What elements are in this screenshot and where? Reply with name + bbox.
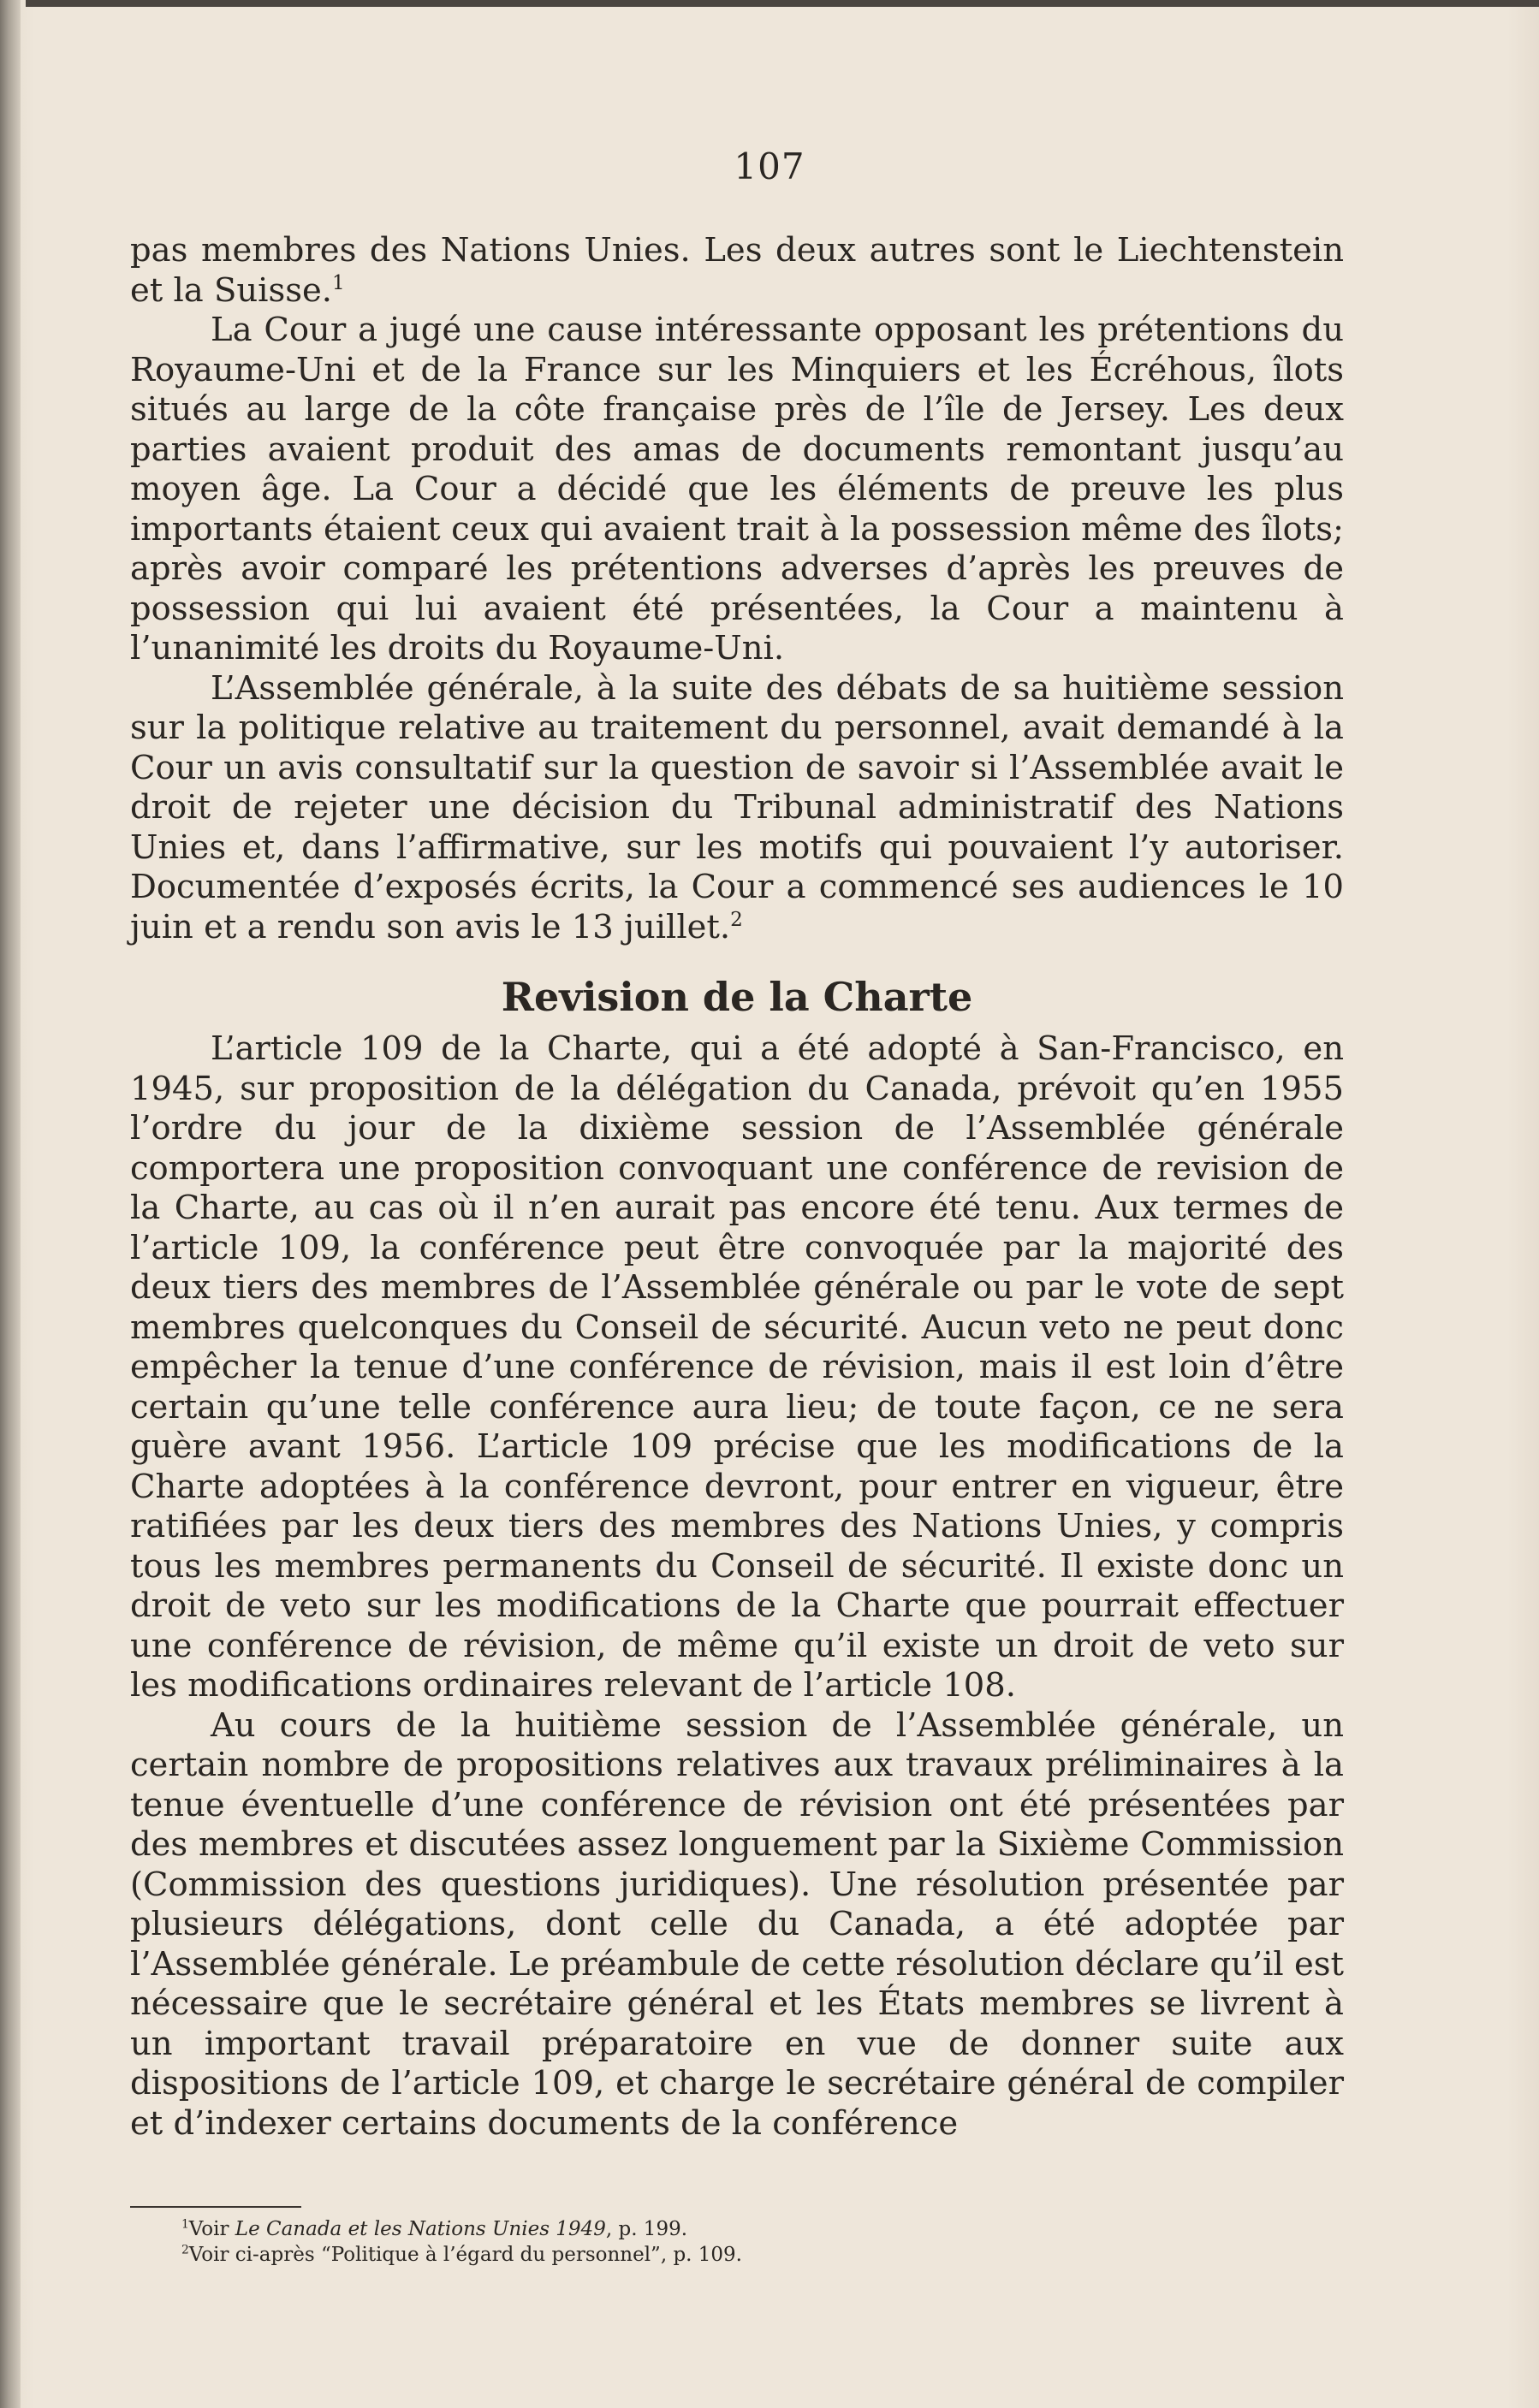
paragraph-2: La Cour a jugé une cause intéressante opposant les prétentions du Royaume-Uni et de la France sur les Minquiers et les Écréhous, îlots situés au large de la côte française près de l’île de Jersey. Les deux parties avaient produit des amas de documents remontant jusqu’au moyen âge. La Cour a décidé que les éléments de preuve les plus importants étaient ceux qui avaient trait à la possession même des îlots; après avoir comparé les prétentions adverses d’après les preuves de possession qui lui avaient été présentées, la Cour a maintenu à l’unanimité les droits du Royaume-Uni. — [130, 311, 1344, 667]
top-rule — [26, 0, 1539, 7]
paragraph-4: L’article 109 de la Charte, qui a été adopté à San-Francisco, en 1945, sur proposition de la délégation du Canada, prévoit qu’en 1955 l’ordre du jour de la dixième session de l’Assemblée générale comportera une proposition convoquant une conférence de revision de la Charte, au cas où il n’en aurait pas encore été tenu. Aux termes de l’article 109, la conférence peut être convoquée par la majorité des deux tiers des membres de l’Assemblée générale ou par le vote de sept membres quelconques du Conseil de sécurité. Aucun veto ne peut donc empêcher la tenue d’une conférence de révision, mais il est loin d’être certain qu’une telle conférence aura lieu; de toute façon, ce ne sera guère avant 1956. L’article 109 précise que les modifications de la Charte adoptées à la conférence devront, pour entrer en vigueur, être ratifiées par les deux tiers des membres des Nations Unies, y compris tous les membres permanents du Conseil de sécurité. Il existe donc un droit de veto sur les modifications de la Charte que pourrait effectuer une conférence de révision, de même qu’il existe un droit de veto sur les modifications ordinaires relevant de l’article 108. — [130, 1029, 1344, 1705]
paragraph-1: pas membres des Nations Unies. Les deux autres sont le Liechtenstein et la Suisse.$^1$ — [130, 231, 1344, 310]
footnote-1: $^1$Voir Le Canada et les Nations Unies 1949, p. 199. — [181, 2217, 688, 2240]
footnote-ref-1: 1 — [332, 271, 345, 294]
binding-edge — [0, 0, 21, 2408]
footnotes — [181, 2216, 742, 2268]
section-title: Revision de la Charte — [501, 974, 973, 1020]
footnote-2: $^2$Voir ci-après “Politique à l’égard du personnel”, p. 109. — [181, 2243, 742, 2266]
footnote-divider — [130, 2206, 301, 2208]
body-text — [130, 231, 1344, 2144]
footnote-ref-2: 2 — [730, 908, 743, 931]
paragraph-5: Au cours de la huitième session de l’Assemblée générale, un certain nombre de propositions relatives aux travaux préliminaires à la tenue éventuelle d’une conférence de révision ont été présentées par des membres et discutées assez longuement par la Sixième Commission (Commission des questions juridiques). Une résolution présentée par plusieurs délégations, dont celle du Canada, a été adoptée par l’Assemblée générale. Le préambule de cette résolution déclare qu’il est nécessaire que le secrétaire général et les États membres se livrent à un important travail préparatoire en vue de donner suite aux dispositions de l’article 109, et charge le secrétaire général de compiler et d’indexer certains documents de la conférence — [130, 1705, 1344, 2143]
paragraph-3: L’Assemblée générale, à la suite des débats de sa huitième session sur la politique relative au traitement du personnel, avait demandé à la Cour un avis consultatif sur la question de savoir si l’Assemblée avait le droit de rejeter une décision du Tribunal administratif des Nations Unies et, dans l’affirmative, sur les motifs qui pouvaient l’y autoriser. Documentée d’exposés écrits, la Cour a commencé ses audiences le 10 juin et a rendu son avis le 13 juillet.$^2$ — [130, 668, 1344, 946]
page-number: 107 — [734, 145, 805, 187]
